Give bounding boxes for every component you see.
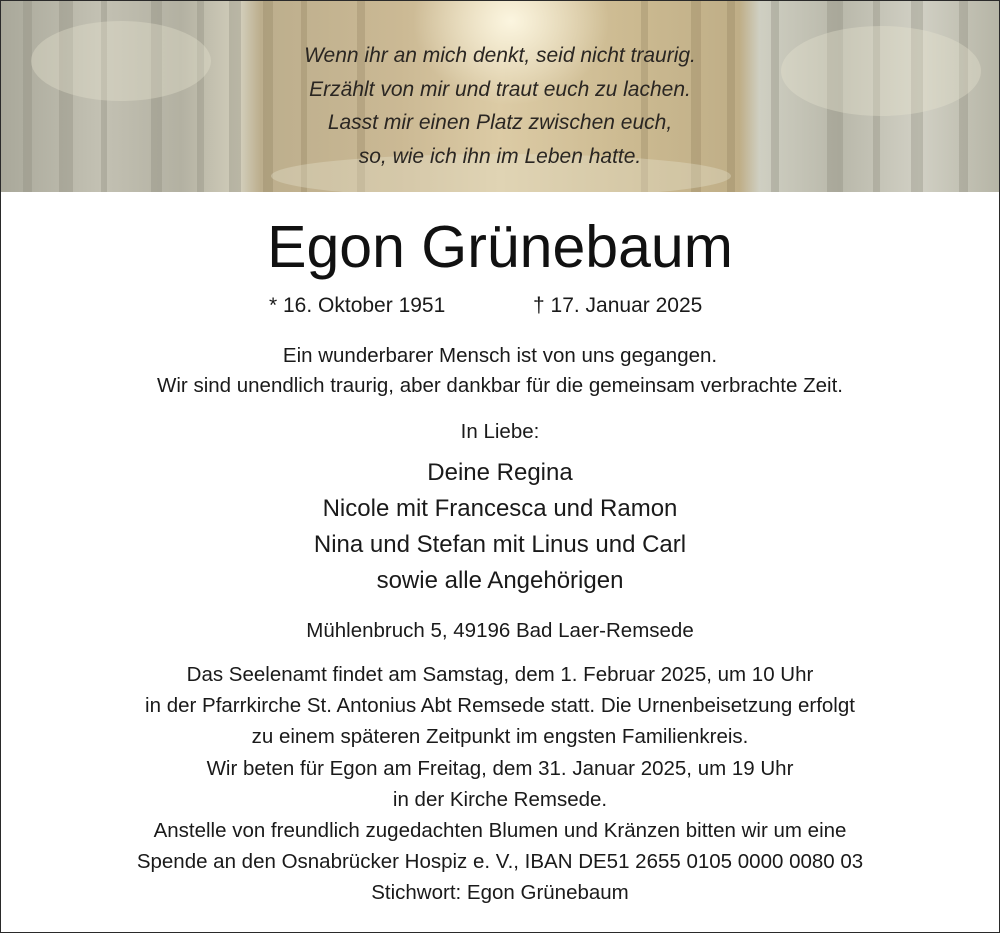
address-text: Mühlenbruch 5, 49196 Bad Laer-Remsede (306, 619, 694, 642)
mourner-line: Nicole mit Francesca und Ramon (322, 495, 678, 522)
in-love-label (1, 417, 999, 447)
service-line: Stichwort: Egon Grünebaum (371, 881, 629, 905)
deceased-name: Egon Grünebaum (267, 214, 733, 280)
mourner-line: Deine Regina (427, 459, 573, 486)
service-line: Anstelle von freundlich zugedachten Blumen und Kränzen bitten wir um eine (153, 819, 847, 843)
intro-line: Wir sind unendlich traurig, aber dankbar für die gemeinsam verbrachte Zeit. (157, 374, 843, 397)
life-dates (1, 291, 999, 321)
birth-date: * 16. Oktober 1951 (269, 294, 446, 317)
service-line: zu einem späteren Zeitpunkt im engsten Familienkreis. (251, 725, 749, 749)
quote-line: Lasst mir einen Platz zwischen euch, (327, 111, 673, 134)
service-information (1, 659, 999, 909)
service-line: in der Kirche Remsede. (392, 787, 608, 811)
forest-banner-image (1, 1, 999, 192)
service-line: Spende an den Osnabrücker Hospiz e. V., IBAN DE51 2655 0105 0000 0080 03 (136, 850, 864, 874)
family-address (1, 616, 999, 646)
service-line: in der Pfarrkirche St. Antonius Abt Remsede statt. Die Urnenbeisetzung erfolgt (145, 694, 855, 718)
in-love-text: In Liebe: (460, 420, 540, 443)
service-line: Das Seelenamt findet am Samstag, dem 1. Februar 2025, um 10 Uhr (186, 663, 814, 686)
intro-line: Ein wunderbarer Mensch ist von uns gegangen. (282, 344, 718, 367)
quote-line: so, wie ich ihn im Leben hatte. (358, 144, 642, 168)
intro-text (1, 341, 999, 401)
mourner-line: Nina und Stefan mit Linus und Carl (313, 531, 687, 558)
mourners-list (1, 455, 999, 599)
service-line: Wir beten für Egon am Freitag, dem 31. Januar 2025, um 19 Uhr (206, 756, 794, 780)
memorial-quote (246, 39, 754, 173)
mourner-line: sowie alle Angehörigen (376, 567, 624, 594)
death-date: † 17. Januar 2025 (533, 294, 703, 317)
quote-line: Wenn ihr an mich denkt, seid nicht traurig. (304, 44, 696, 67)
quote-line: Erzählt von mir und traut euch zu lachen. (309, 77, 691, 101)
